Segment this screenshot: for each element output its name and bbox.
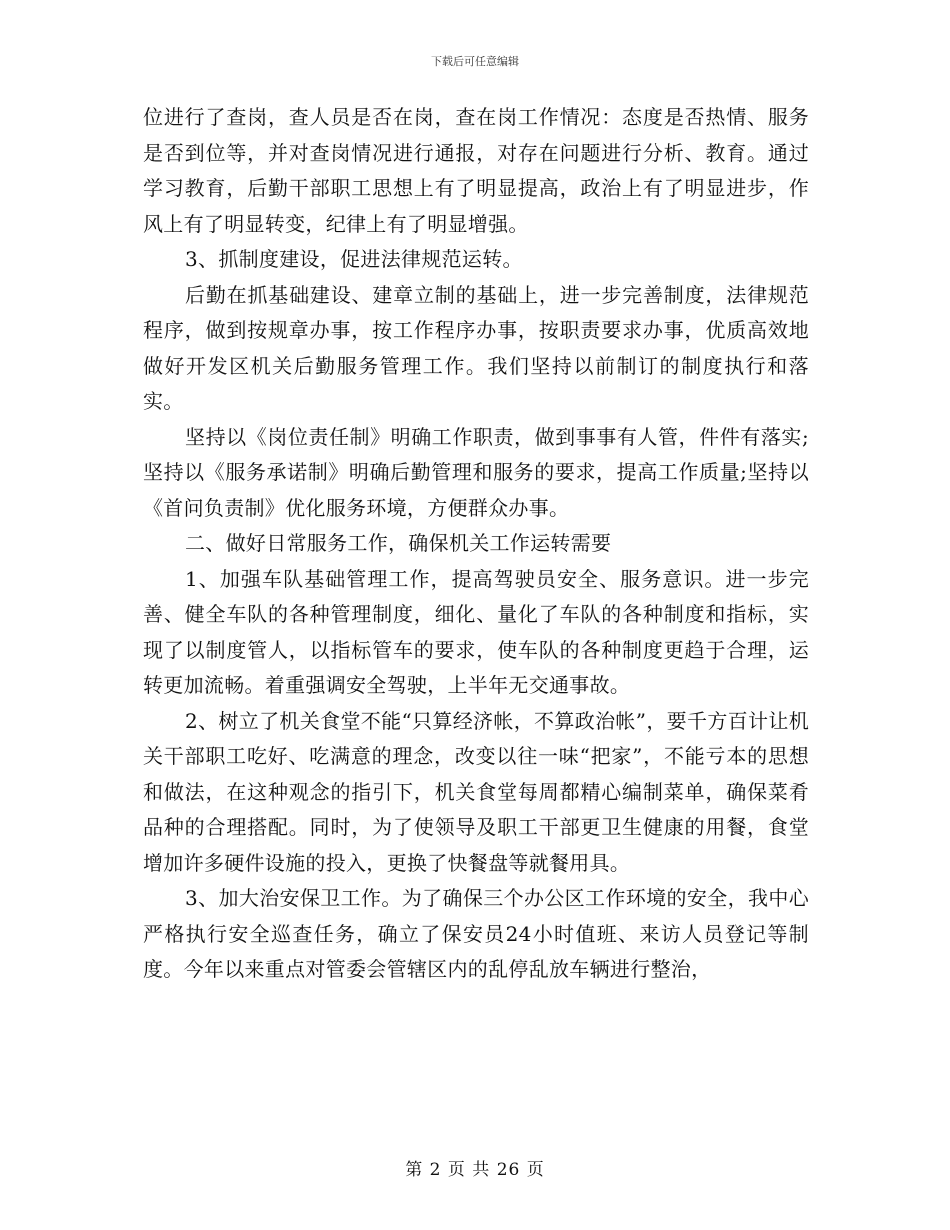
paragraph-4: 坚持以《岗位责任制》明确工作职责，做到事事有人管，件件有落实;坚持以《服务承诺制》明确后勤管理和服务的要求，提高工作质量;坚持以《首问负责制》优化服务环境，方便群众办事。 (143, 424, 809, 520)
page-footer: 第 2 页 共 26 页 (405, 1160, 545, 1180)
paragraph-3: 后勤在抓基础建设、建章立制的基础上，进一步完善制度，法律规范程序，做到按规章办事，按工作程序办事，按职责要求办事，优质高效地做好开发区机关后勤服务管理工作。我们坚持以前制订的制度执行和落实。 (143, 282, 809, 413)
document-body (143, 100, 809, 988)
paragraph-2-heading: 3、抓制度建设，促进法律规范运转。 (185, 247, 523, 271)
section-heading: 二、做好日常服务工作，确保机关工作运转需要 (185, 531, 612, 555)
paragraph-1: 位进行了查岗，查人员是否在岗，查在岗工作情况：态度是否热情、服务是否到位等，并对查岗情况进行通报，对存在问题进行分析、教育。通过学习教育，后勤干部职工思想上有了明显提高，政治上有了明显进步，作风上有了明显转变，纪律上有了明显增强。 (143, 105, 809, 236)
paragraph-8: 3、加大治安保卫工作。为了确保三个办公区工作环境的安全，我中心严格执行安全巡查任务，确立了保安员24小时值班、来访人员登记等制度。今年以来重点对管委会管辖区内的乱停乱放车辆进行整治， (143, 886, 809, 981)
paragraph-7: 2、树立了机关食堂不能“只算经济帐，不算政治帐”，要千方百计让机关干部职工吃好、吃满意的理念，改变以往一味“把家”，不能亏本的思想和做法，在这种观念的指引下，机关食堂每周都精心编制菜单，确保菜肴品种的合理搭配。同时，为了使领导及职工干部更卫生健康的用餐，食堂增加许多硬件设施的投入，更换了快餐盘等就餐用具。 (143, 708, 809, 875)
page-header: 下载后可任意编辑 (431, 55, 519, 68)
paragraph-6: 1、加强车队基础管理工作，提高驾驶员安全、服务意识。进一步完善、健全车队的各种管理制度，细化、量化了车队的各种制度和指标，实现了以制度管人，以指标管车的要求，使车队的各种制度更趋于合理，运转更加流畅。着重强调安全驾驶，上半年无交通事故。 (143, 566, 809, 697)
